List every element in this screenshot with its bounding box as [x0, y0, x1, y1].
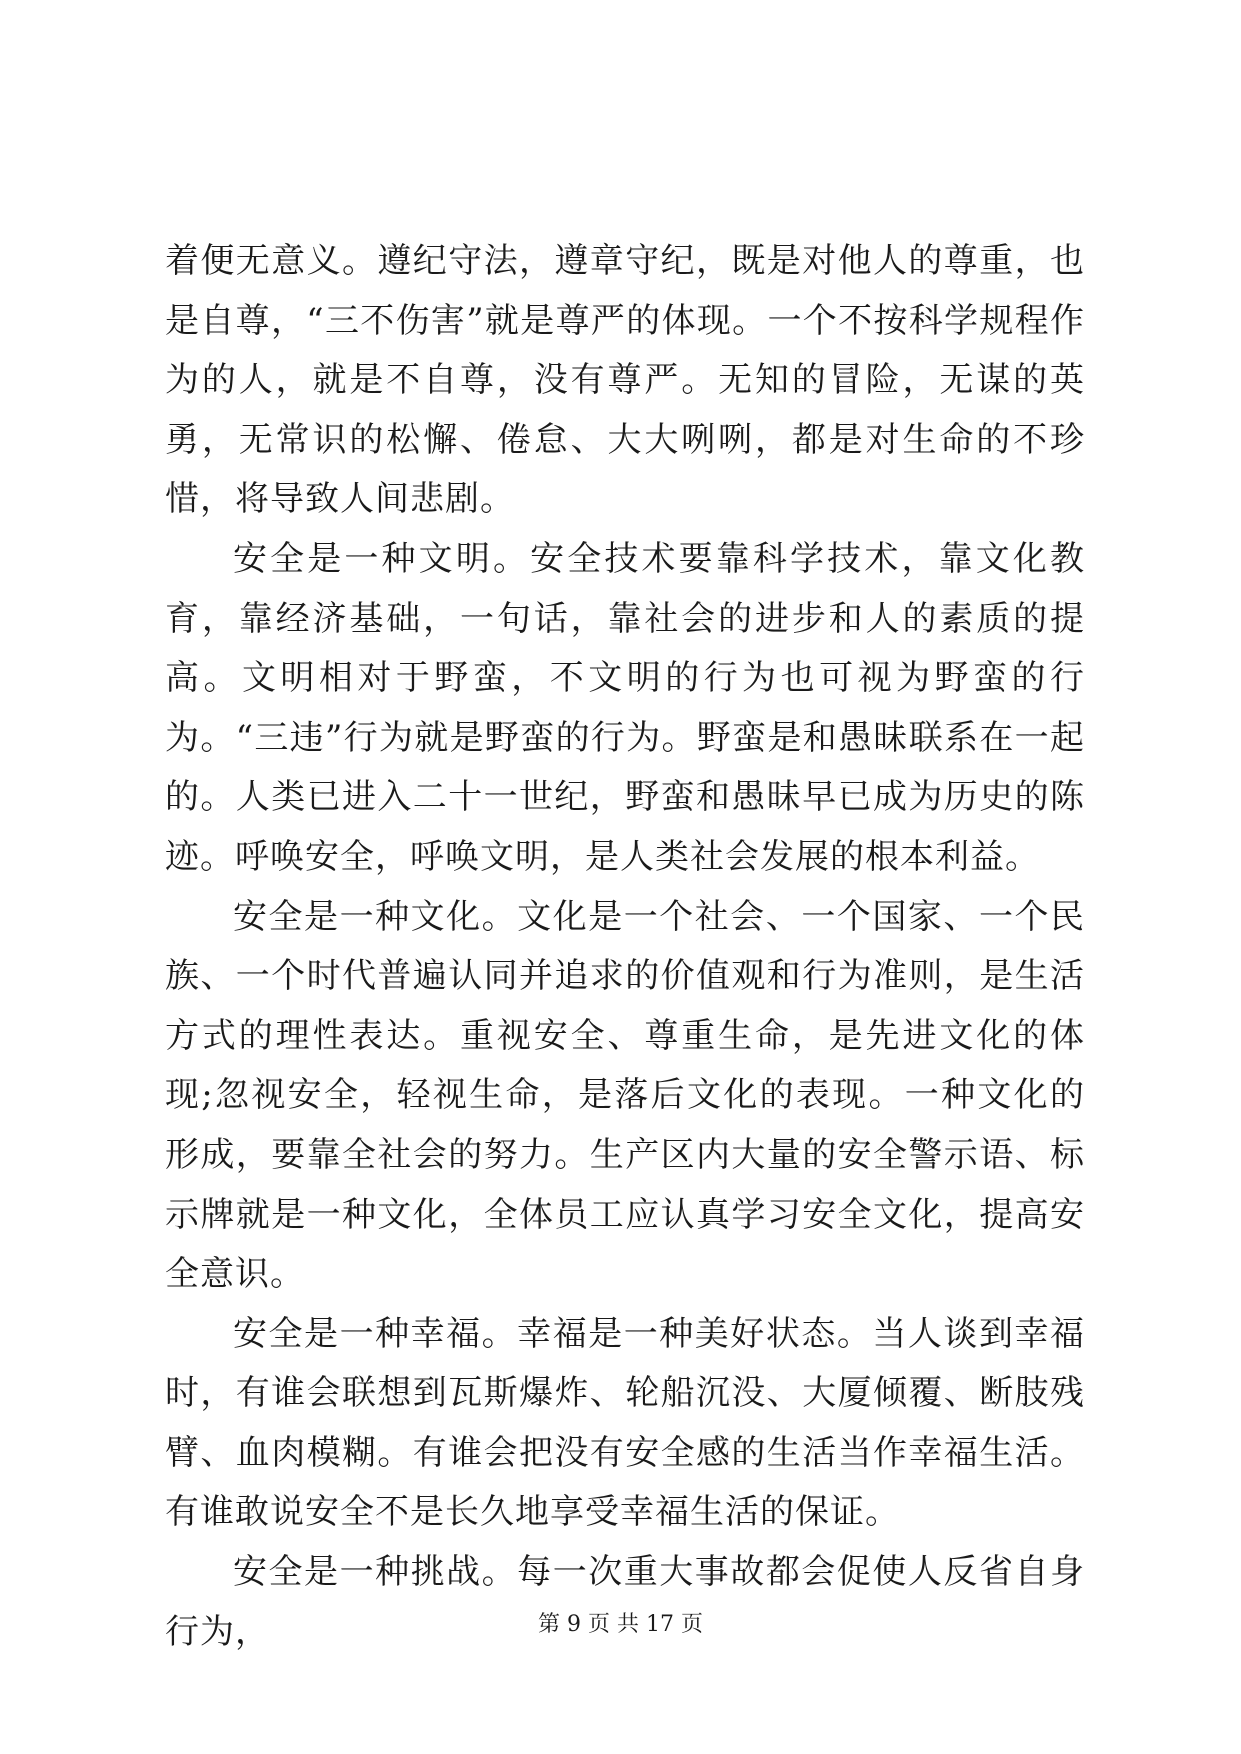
paragraph-culture: 安全是一种文化。文化是一个社会、一个国家、一个民族、一个时代普遍认同并追求的价值观和行为准则，是生活方式的理性表达。重视安全、尊重生命，是先进文化的体现;忽视安全，轻视生命，是落后文化的表现。一种文化的形成，要靠全社会的努力。生产区内大量的安全警示语、标示牌就是一种文化，全体员工应认真学习安全文化，提高安全意识。 — [165, 896, 1085, 1295]
paragraph-civilization: 安全是一种文明。安全技术要靠科学技术，靠文化教育，靠经济基础，一句话，靠社会的进步和人的素质的提高。文明相对于野蛮，不文明的行为也可视为野蛮的行为。“三违”行为就是野蛮的行为。野蛮是和愚昧联系在一起的。人类已进入二十一世纪，野蛮和愚昧早已成为历史的陈迹。呼唤安全，呼唤文明，是人类社会发展的根本利益。 — [165, 538, 1085, 877]
paragraph-happiness: 安全是一种幸福。幸福是一种美好状态。当人谈到幸福时，有谁会联想到瓦斯爆炸、轮船沉没、大厦倾覆、断肢残臂、血肉模糊。有谁会把没有安全感的生活当作幸福生活。有谁敢说安全不是长久地享受幸福生活的保证。 — [165, 1313, 1085, 1533]
paragraph-challenge: 安全是一种挑战。每一次重大事故都会促使人反省自身行为， — [165, 1552, 1085, 1652]
page-footer: 第 9 页 共 17 页 — [538, 1612, 703, 1637]
document-body — [165, 232, 1085, 1662]
paragraph-continuation: 着便无意义。遵纪守法，遵章守纪，既是对他人的尊重，也是自尊，“三不伤害”就是尊严的体现。一个不按科学规程作为的人，就是不自尊，没有尊严。无知的冒险，无谋的英勇，无常识的松懈、倦怠、大大咧咧，都是对生命的不珍惜，将导致人间悲剧。 — [165, 241, 1085, 520]
